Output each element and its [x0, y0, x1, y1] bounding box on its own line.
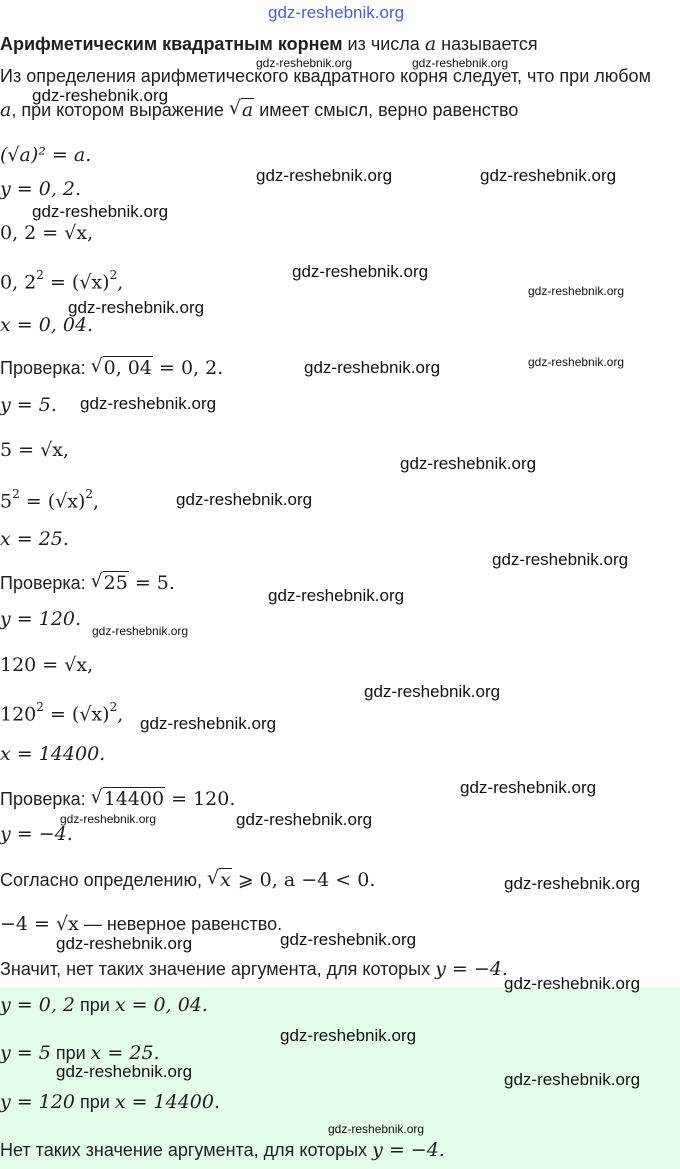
case2-squared: $5^2 = (√x)^2$,	[0, 487, 100, 513]
watermark: gdz-reshebnik.org	[292, 262, 429, 281]
watermark: gdz-reshebnik.org	[480, 166, 617, 185]
definition-term: Арифметическим квадратным корнем	[0, 34, 343, 54]
sqrt-a: √ a	[229, 99, 254, 121]
case1-squared: 0, $2^2 = (√x)^2$,	[0, 268, 124, 294]
case3-eq: 120 = √x,	[0, 654, 94, 676]
answer-1-x: x = 0, 04.	[114, 994, 208, 1016]
answer-4-math: y = −4.	[372, 1139, 445, 1161]
case1-check-label: Проверка:	[0, 358, 91, 378]
watermark: gdz-reshebnik.org	[504, 1070, 641, 1089]
watermark: gdz-reshebnik.org	[236, 810, 373, 829]
case1-squared-right: = (√x)	[43, 271, 110, 294]
watermark: gdz-reshebnik.org	[528, 284, 625, 298]
answer-1-mid: при	[75, 995, 115, 1015]
watermark: gdz-reshebnik.org	[492, 550, 629, 569]
case1-check-sqrt: √ 0, 04	[91, 357, 153, 379]
case2-check-val: = 5.	[128, 572, 175, 594]
watermark: gdz-reshebnik.org	[176, 490, 313, 509]
identity-formula: (√a)² = a.	[0, 144, 92, 166]
case4-false	[0, 913, 282, 935]
watermark: gdz-reshebnik.org	[528, 355, 625, 369]
consequence-end: имеет смысл, верно равенство	[254, 100, 519, 120]
watermark: gdz-reshebnik.org	[140, 714, 277, 733]
watermark: gdz-reshebnik.org	[268, 586, 405, 605]
case4-conclusion-text: Значит, нет таких значение аргумента, для которых	[0, 959, 436, 979]
case3-check	[0, 788, 235, 810]
case1-eq: 0, 2 = √x,	[0, 222, 94, 244]
answer-2-y: y = 5	[0, 1042, 51, 1064]
case1-check	[0, 357, 223, 379]
answer-4	[0, 1139, 445, 1161]
case3-check-val: = 120.	[165, 788, 236, 810]
answer-1	[0, 994, 208, 1016]
case4-rule-label: Согласно определению,	[0, 870, 207, 890]
watermark: gdz-reshebnik.org	[256, 166, 393, 185]
answer-3-mid: при	[75, 1092, 115, 1112]
watermark: gdz-reshebnik.org	[32, 202, 169, 221]
watermark: gdz-reshebnik.org	[56, 1062, 193, 1081]
watermark: gdz-reshebnik.org	[364, 682, 501, 701]
case2-check	[0, 572, 175, 594]
watermark: gdz-reshebnik.org	[400, 454, 537, 473]
watermark: gdz-reshebnik.org	[504, 874, 641, 893]
answer-2-mid: при	[50, 1043, 91, 1063]
case1-squared-left: 0, 2	[0, 271, 37, 294]
watermark: gdz-reshebnik.org	[256, 56, 353, 70]
case4-given: y = −4.	[0, 823, 73, 845]
answer-3-y: y = 120	[0, 1091, 75, 1113]
watermark: gdz-reshebnik.org	[68, 298, 205, 317]
definition-end: называется	[436, 34, 538, 54]
consequence-var: a	[0, 99, 12, 121]
answer-1-y: y = 0, 2	[0, 994, 75, 1016]
definition-var: a	[424, 33, 437, 55]
watermark: gdz-reshebnik.org	[412, 56, 509, 70]
case4-false-text: — неверное равенство.	[78, 914, 283, 934]
case3-squared: $120^2 = (√x)^2$,	[0, 700, 124, 726]
case3-squared-left: 120	[0, 703, 37, 726]
case3-squared-right: = (√x)	[43, 703, 110, 726]
definition-rest: из числа	[342, 34, 425, 54]
watermark: gdz-reshebnik.org	[460, 778, 597, 797]
watermark: gdz-reshebnik.org	[56, 934, 193, 953]
case4-sqrt-x: √ x	[207, 869, 232, 891]
answer-2-x: x = 25.	[90, 1042, 160, 1064]
watermark: gdz-reshebnik.org	[80, 394, 217, 413]
answer-3-x: x = 14400.	[114, 1091, 221, 1113]
case2-given: y = 5.	[0, 394, 57, 416]
answer-4-text: Нет таких значение аргумента, для которых	[0, 1140, 373, 1160]
answer-2	[0, 1042, 160, 1064]
definition-line	[0, 33, 538, 55]
case3-check-sqrt: √ 14400	[91, 788, 165, 810]
case4-conclusion-math: y = −4.	[435, 958, 508, 980]
case4-conclusion	[0, 958, 508, 980]
watermark: gdz-reshebnik.org	[504, 974, 641, 993]
case4-false-eq: −4 = √x	[0, 913, 79, 935]
answer-3	[0, 1091, 220, 1113]
case4-rule	[0, 869, 375, 891]
case2-squared-left: 5	[0, 490, 13, 513]
case1-result: x = 0, 04.	[0, 314, 94, 336]
case3-check-label: Проверка:	[0, 789, 91, 809]
case3-given: y = 120.	[0, 608, 82, 630]
case2-squared-right: = (√x)	[19, 490, 86, 513]
consequence-line-1: Из определения арифметического квадратного корня следует, что при любом	[0, 66, 651, 86]
watermark: gdz-reshebnik.org	[280, 1026, 417, 1045]
watermark-top: gdz-reshebnik.org	[268, 3, 405, 22]
watermark: gdz-reshebnik.org	[32, 86, 169, 105]
watermark: gdz-reshebnik.org	[92, 624, 189, 638]
watermark: gdz-reshebnik.org	[328, 1122, 425, 1136]
watermark: gdz-reshebnik.org	[60, 812, 157, 826]
case2-check-sqrt: √ 25	[91, 572, 129, 594]
case2-check-label: Проверка:	[0, 573, 91, 593]
watermark: gdz-reshebnik.org	[304, 358, 441, 377]
consequence-mid: , при котором выражение	[11, 100, 229, 120]
case1-check-val: = 0, 2.	[152, 357, 224, 379]
case1-given: y = 0, 2.	[0, 178, 82, 200]
case2-eq: 5 = √x,	[0, 439, 69, 461]
watermark: gdz-reshebnik.org	[280, 930, 417, 949]
case3-result: x = 14400.	[0, 743, 106, 765]
case2-result: x = 25.	[0, 528, 69, 550]
case4-rule-math: ⩾ 0, а −4 < 0.	[231, 869, 376, 891]
